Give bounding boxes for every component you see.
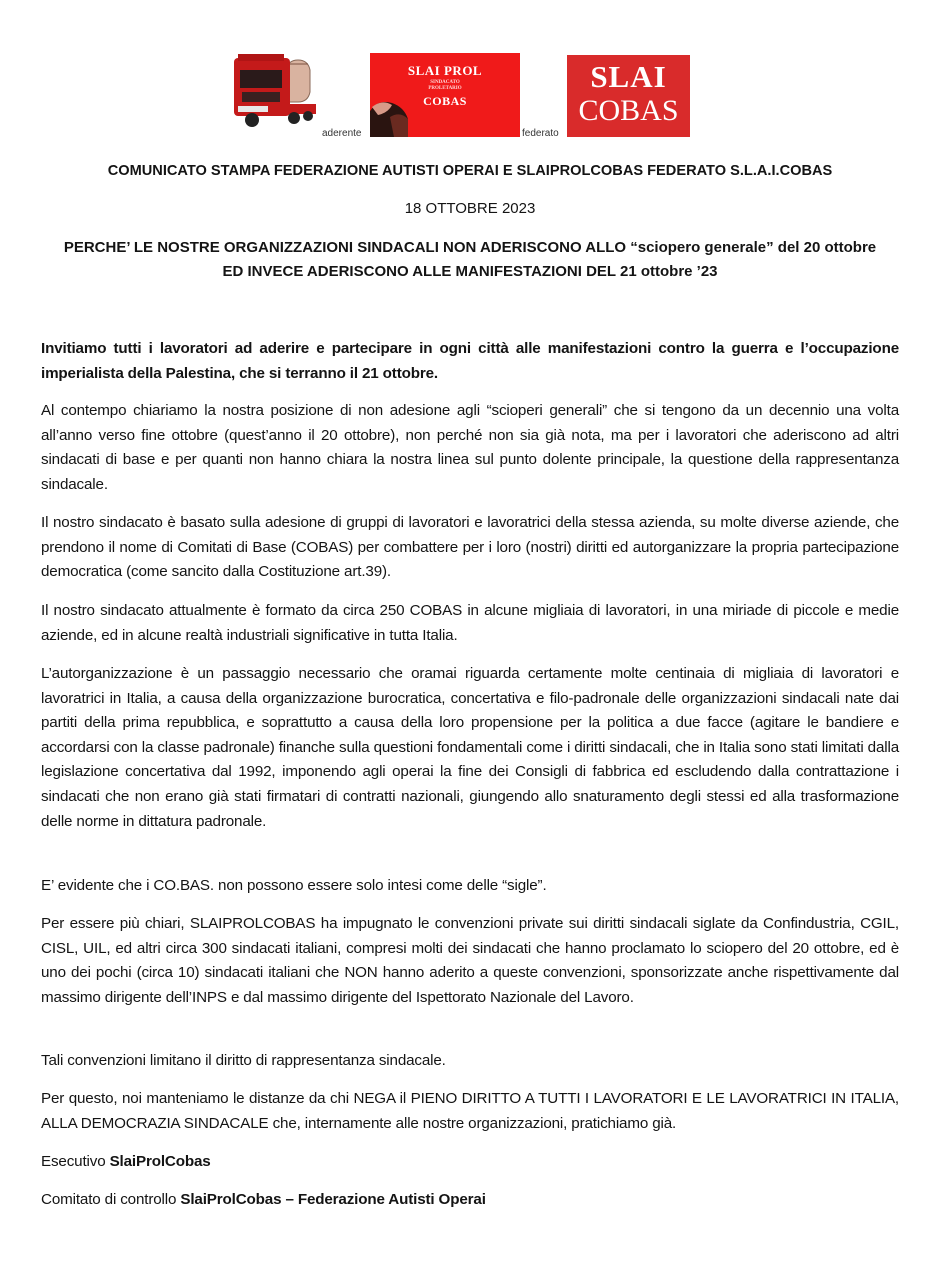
signature-executive	[41, 1150, 899, 1175]
paragraph-union-size: Il nostro sindacato attualmente è formato da circa 250 COBAS in alcune migliaia di lavoratori, in una miriade di piccole e medie aziende, ed in alcune realtà industriali significative in tutta Italia.	[41, 602, 899, 644]
paragraph-cobas-not-acronyms: E’ evidente che i CO.BAS. non possono essere solo intesi come delle “sigle”.	[41, 877, 547, 894]
caption-aderente: aderente	[322, 128, 362, 139]
signature-control-committee	[41, 1188, 899, 1213]
slaiprolcobas-logo	[370, 53, 520, 137]
signature-committee-prefix: Comitato di controllo	[41, 1191, 181, 1208]
slaiprol-logo-line2a: SINDACATO	[430, 80, 460, 85]
truck-fist-logo	[228, 48, 320, 136]
slaicobas-logo-line2: COBAS	[578, 94, 679, 127]
paragraph-conclusion: Per questo, noi manteniamo le distanze da chi NEGA il PIENO DIRITTO A TUTTI I LAVORATORI E LE LAVORATRICI IN ITALIA, ALLA DEMOCRAZIA SINDACALE che, internamente alle nostre organizzazioni, pratichiamo già.	[41, 1090, 899, 1132]
paragraph-union-basis: Il nostro sindacato è basato sulla adesione di gruppi di lavoratori e lavoratrici della stessa azienda, su molte diverse aziende, che prendono il nome di Comitati di Base (COBAS) per combattere per i loro (nostri) diritti ed autorganizzare la propria partecipazione democratica (come sancito dalla Costituzione art.39).	[41, 514, 899, 581]
document-date: 18 OTTOBRE 2023	[404, 200, 536, 217]
subtitle-line-2: ED INVECE ADERISCONO ALLE MANIFESTAZIONI DEL 21 ottobre ’23	[222, 263, 718, 280]
paragraph-self-organization: L’autorganizzazione è un passaggio necessario che oramai riguarda certamente molte centinaia di migliaia di lavoratori e lavoratrici in Italia, a causa della organizzazione burocratica, concertativa e filo-padronale delle organizzazioni sindacali nate dai partiti della prima repubblica, e soprattutto a causa della loro propensione per la politica a due facce (agitare le bandiere e accordarsi con la classe padronale) finanche sulla questioni fondamentali come i diritti sindacali, che in Italia sono stati limitati dalla legislazione concertativa dal 1992, imponendo agli operai la fine dei Consigli di fabbrica ed escludendo dalla contrattazione i sindacati che non erano già stati firmatari di contratti nazionali, giungendo allo snaturamento degli stessi ed alla trasformazione delle norme in dittatura padronale.	[41, 665, 899, 830]
slaiprol-logo-line1: SLAI PROL	[407, 63, 483, 78]
slaiprol-logo-line2b: PROLETARIO	[428, 86, 462, 91]
slaiprol-logo-line3: COBAS	[423, 94, 467, 108]
header-logos	[0, 0, 925, 150]
paragraph-conventions: Per essere più chiari, SLAIPROLCOBAS ha impugnato le convenzioni private sui diritti sindacali siglate da Confindustria, CGIL, CISL, UIL, ed altri circa 300 sindacati italiani, compresi molti dei sindacati che hanno proclamato lo sciopero del 20 ottobre, ed è uno dei pochi (circa 10) sindacati italiani che NON hanno aderito a queste convenzioni, sponsorizzate anche rispettivamente dal massimo dirigente dell’INPS e dal massimo dirigente del Ispettorato Nazionale del Lavoro.	[41, 915, 899, 1006]
subtitle-line-1: PERCHE’ LE NOSTRE ORGANIZZAZIONI SINDACALI NON ADERISCONO ALLO “sciopero generale” del 20 ottobre	[63, 239, 877, 256]
caption-federato: federato	[522, 128, 559, 139]
paragraph-invitation: Invitiamo tutti i lavoratori ad aderire e partecipare in ogni città alle manifestazioni contro la guerra e l’occupazione imperialista della Palestina, che si terranno il 21 ottobre.	[41, 340, 899, 382]
slaicobas-logo	[567, 55, 690, 137]
slaicobas-logo-line1: SLAI	[590, 59, 667, 94]
handshake-icon	[370, 89, 420, 137]
signature-executive-prefix: Esecutivo	[41, 1153, 110, 1170]
document-title: COMUNICATO STAMPA FEDERAZIONE AUTISTI OPERAI E SLAIPROLCOBAS FEDERATO S.L.A.I.COBAS	[107, 163, 833, 179]
signature-committee-name: SlaiProlCobas – Federazione Autisti Operai	[180, 1191, 486, 1208]
paragraph-conventions-limit: Tali convenzioni limitano il diritto di rappresentanza sindacale.	[41, 1052, 446, 1069]
signature-executive-name: SlaiProlCobas	[109, 1153, 211, 1170]
document-subtitle	[41, 236, 899, 284]
paragraph-position: Al contempo chiariamo la nostra posizione di non adesione agli “scioperi generali” che si tengono da un decennio una volta all’anno verso fine ottobre (quest’anno il 20 ottobre), non perché non sia già nota, ma per i lavoratori che aderiscono ad altri sindacati di base e per quanti non hanno chiara la nostra linea sul punto dolente principale, la questione della rappresentanza sindacale.	[41, 402, 899, 493]
